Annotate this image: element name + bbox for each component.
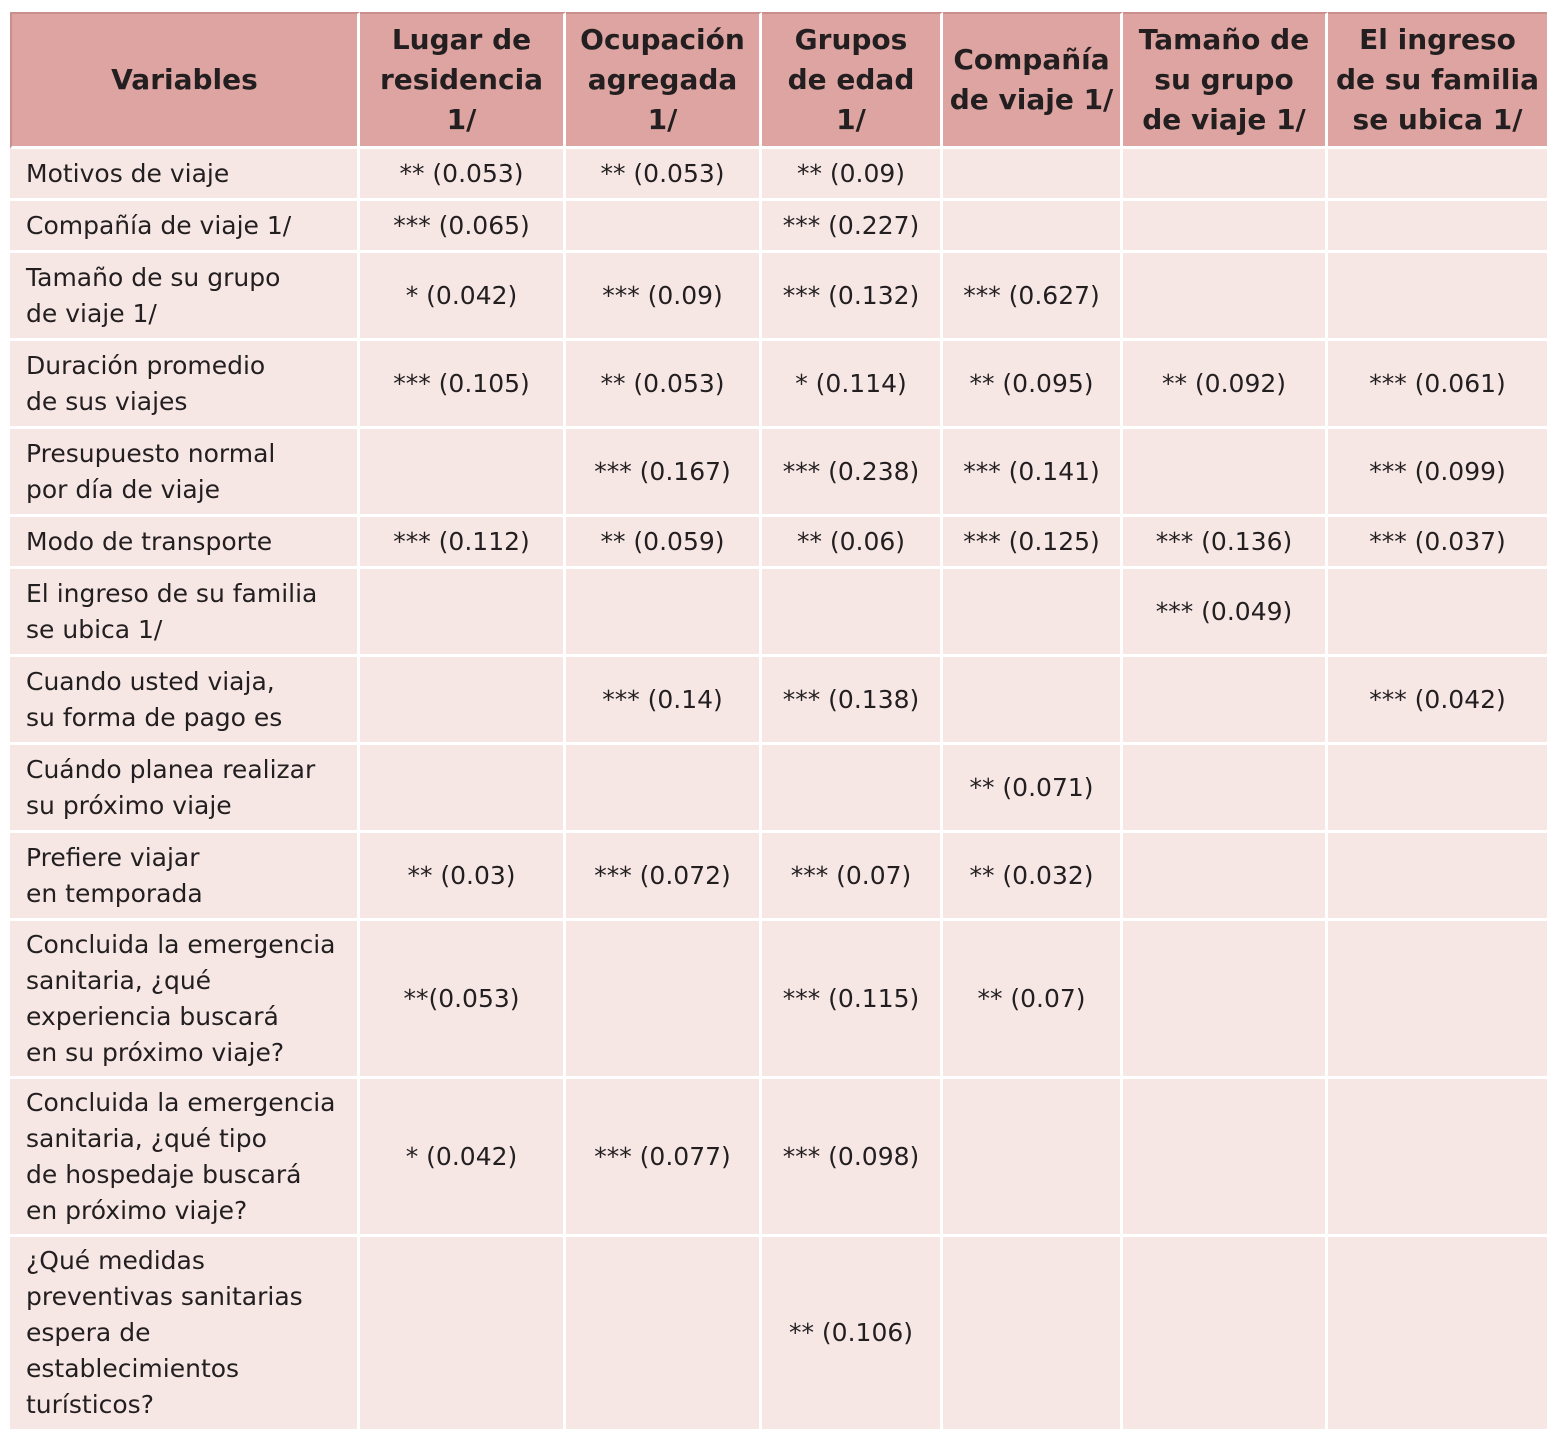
table-cell [762, 569, 943, 657]
table-cell [1328, 921, 1547, 1079]
header-ingreso-familia: El ingreso de su familia se ubica 1/ [1328, 12, 1547, 149]
table-cell: *** (0.14) [566, 657, 762, 745]
table-row [10, 833, 1547, 921]
table-row [10, 921, 1547, 1079]
table-cell [1328, 1237, 1547, 1432]
table-cell [1328, 833, 1547, 921]
row-variable-label: Tamaño de su grupo de viaje 1/ [10, 253, 360, 341]
table-cell: ** (0.03) [360, 833, 566, 921]
table-cell [1328, 253, 1547, 341]
row-variable-label: Motivos de viaje [10, 149, 360, 201]
table-cell: *** (0.065) [360, 201, 566, 253]
table-cell: *** (0.077) [566, 1079, 762, 1237]
header-variables: Variables [10, 12, 360, 149]
row-variable-label: Duración promedio de sus viajes [10, 341, 360, 429]
row-variable-label: Cuándo planea realizar su próximo viaje [10, 745, 360, 833]
table-row [10, 149, 1547, 201]
table-cell: ** (0.053) [566, 341, 762, 429]
table-cell: *** (0.07) [762, 833, 943, 921]
table-cell [566, 745, 762, 833]
table-cell: *** (0.061) [1328, 341, 1547, 429]
table-cell: ** (0.071) [943, 745, 1123, 833]
table-cell: *** (0.627) [943, 253, 1123, 341]
table-cell [360, 569, 566, 657]
table-cell [943, 201, 1123, 253]
table-cell [566, 921, 762, 1079]
table-cell [1123, 149, 1328, 201]
table-cell [1123, 429, 1328, 517]
table-cell [943, 569, 1123, 657]
table-cell: ** (0.053) [360, 149, 566, 201]
row-variable-label: ¿Qué medidas preventivas sanitarias espera de establecimientos turísticos? [10, 1237, 360, 1432]
table-row [10, 569, 1547, 657]
header-ocupacion-agregada: Ocupación agregada 1/ [566, 12, 762, 149]
table-cell [1123, 1079, 1328, 1237]
table-cell: ** (0.095) [943, 341, 1123, 429]
row-variable-label: Compañía de viaje 1/ [10, 201, 360, 253]
table-cell [943, 149, 1123, 201]
table-cell [1123, 1237, 1328, 1432]
table-row [10, 1079, 1547, 1237]
table-cell [1123, 657, 1328, 745]
header-lugar-de-residencia: Lugar de residencia 1/ [360, 12, 566, 149]
header-compania-de-viaje: Compañía de viaje 1/ [943, 12, 1123, 149]
table-cell [360, 745, 566, 833]
table-cell [566, 201, 762, 253]
header-grupos-de-edad: Grupos de edad 1/ [762, 12, 943, 149]
table-cell: *** (0.098) [762, 1079, 943, 1237]
table-row [10, 745, 1547, 833]
table-cell: ** (0.053) [566, 149, 762, 201]
table-cell [1328, 149, 1547, 201]
header-tamano-grupo-de-viaje: Tamaño de su grupo de viaje 1/ [1123, 12, 1328, 149]
table-cell [360, 429, 566, 517]
row-variable-label: Concluida la emergencia sanitaria, ¿qué experiencia buscará en su próximo viaje? [10, 921, 360, 1079]
table-cell: *** (0.049) [1123, 569, 1328, 657]
table-cell [1123, 745, 1328, 833]
table-cell: ** (0.07) [943, 921, 1123, 1079]
table-cell: ** (0.032) [943, 833, 1123, 921]
table-cell: ** (0.09) [762, 149, 943, 201]
table-cell [360, 1237, 566, 1432]
table-cell [1328, 745, 1547, 833]
row-variable-label: Concluida la emergencia sanitaria, ¿qué tipo de hospedaje buscará en próximo viaje? [10, 1079, 360, 1237]
table-cell [566, 569, 762, 657]
table-cell: **(0.053) [360, 921, 566, 1079]
table-row [10, 1237, 1547, 1432]
table-cell: *** (0.072) [566, 833, 762, 921]
table-cell: ** (0.059) [566, 517, 762, 569]
table-cell [1123, 201, 1328, 253]
table-cell [1328, 1079, 1547, 1237]
table-cell: *** (0.112) [360, 517, 566, 569]
table-cell: * (0.114) [762, 341, 943, 429]
table-cell: *** (0.227) [762, 201, 943, 253]
table-cell [1328, 201, 1547, 253]
association-table [10, 12, 1547, 1432]
table-row [10, 201, 1547, 253]
table-cell [943, 1237, 1123, 1432]
table-cell: *** (0.167) [566, 429, 762, 517]
table-row [10, 657, 1547, 745]
table-cell [1328, 569, 1547, 657]
table-cell [1123, 833, 1328, 921]
table-cell [762, 745, 943, 833]
table-cell [1123, 253, 1328, 341]
table-cell: *** (0.125) [943, 517, 1123, 569]
table-cell: *** (0.138) [762, 657, 943, 745]
table-cell [943, 1079, 1123, 1237]
table-row [10, 517, 1547, 569]
table-cell: *** (0.042) [1328, 657, 1547, 745]
table-cell: *** (0.099) [1328, 429, 1547, 517]
table-cell: * (0.042) [360, 253, 566, 341]
row-variable-label: Cuando usted viaja, su forma de pago es [10, 657, 360, 745]
table-cell [1123, 921, 1328, 1079]
table-cell: *** (0.141) [943, 429, 1123, 517]
table-row [10, 429, 1547, 517]
table-cell: ** (0.092) [1123, 341, 1328, 429]
table-cell: *** (0.09) [566, 253, 762, 341]
row-variable-label: El ingreso de su familia se ubica 1/ [10, 569, 360, 657]
table-cell: *** (0.115) [762, 921, 943, 1079]
row-variable-label: Modo de transporte [10, 517, 360, 569]
header-row [10, 12, 1547, 149]
table-cell: * (0.042) [360, 1079, 566, 1237]
table-cell [943, 657, 1123, 745]
table-cell: *** (0.105) [360, 341, 566, 429]
table-cell: ** (0.06) [762, 517, 943, 569]
table-cell: *** (0.136) [1123, 517, 1328, 569]
table-cell: *** (0.238) [762, 429, 943, 517]
row-variable-label: Prefiere viajar en temporada [10, 833, 360, 921]
table-cell [566, 1237, 762, 1432]
table-cell [360, 657, 566, 745]
table-cell: *** (0.037) [1328, 517, 1547, 569]
table-cell: ** (0.106) [762, 1237, 943, 1432]
row-variable-label: Presupuesto normal por día de viaje [10, 429, 360, 517]
table-cell: *** (0.132) [762, 253, 943, 341]
table-row [10, 341, 1547, 429]
table-row [10, 253, 1547, 341]
